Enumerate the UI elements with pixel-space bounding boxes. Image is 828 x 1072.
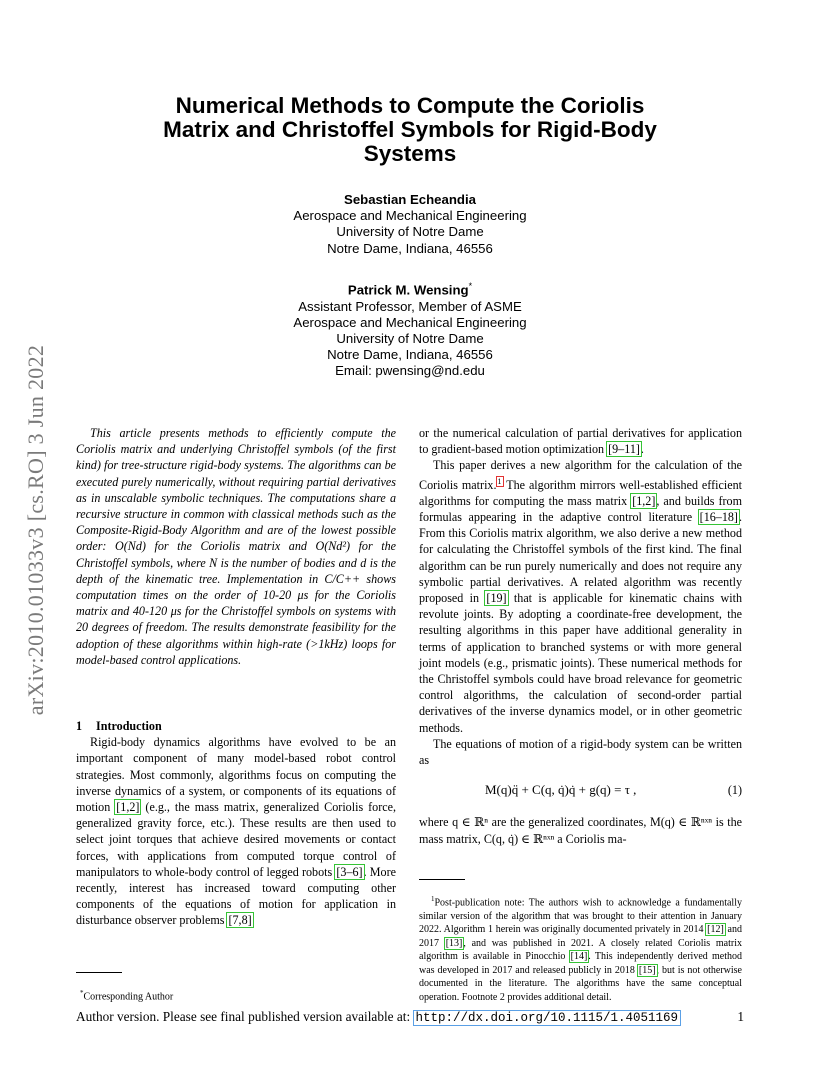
- corresponding-mark: *: [468, 281, 473, 291]
- page-number: 1: [737, 1009, 744, 1024]
- equation-1: [419, 780, 742, 802]
- paragraph: The equations of motion of a rigid-body system can be written as: [419, 736, 742, 768]
- title-line: Numerical Methods to Compute the Coriolis: [175, 93, 645, 118]
- footnote-1: $^1$Post-publication note: The authors wish to acknowledge a fundamentally similar version of the algorithm that was brought to their attention in January 2022. Algorithm 1 herein was originally documented privately in 2014 [12] and 2017 [13], and was published in 2021. A closely related Coriolis matrix algorithm is available in Pinocchio [14]. This independently derived method was developed in 2017 and released publicly in 2018 [15], but is not otherwise documented in the literature. The algorithms have the same conceptual operation. Footnote 2 provides additional detail.: [419, 895, 742, 1003]
- paper-title: [120, 94, 700, 166]
- citation-link[interactable]: [9–11]: [608, 442, 640, 457]
- math-inline: q ∈ ℝⁿ: [452, 815, 489, 830]
- citation-link[interactable]: [7,8]: [228, 913, 252, 928]
- footnote-corresponding: *Corresponding Author: [80, 989, 174, 1003]
- footer-text: Author version. Please see final published version available at:: [76, 1009, 414, 1024]
- citation-link[interactable]: [3–6]: [336, 864, 363, 879]
- author-block-1: [230, 192, 590, 257]
- author-affiliation: University of Notre Dame: [336, 331, 484, 346]
- title-line: Systems: [363, 141, 457, 166]
- math-inline: M(q) ∈ ℝⁿˣⁿ: [649, 815, 713, 830]
- section-number: 1: [76, 719, 83, 734]
- left-column: [76, 425, 396, 929]
- math-inline: O(Nd): [115, 539, 146, 554]
- paragraph: where q ∈ ℝⁿ are the generalized coordinates, M(q) ∈ ℝⁿˣⁿ is the mass matrix, C(q, q̇) ∈ ℝⁿˣⁿ a Coriolis ma-: [419, 815, 742, 846]
- abstract: This article presents methods to efficiently compute the Coriolis matrix and underlying Christoffel symbols (of the first kind) for tree-structure rigid-body systems. The algorithms can be executed purely numerically, without requiring partial derivatives as in unscalable symbolic techniques. The computations share a recursive structure in common with classical methods such as the Composite-Rigid-Body Algorithm and are of the lowest possible order: O(Nd) for the Coriolis matrix and O(Nd²) for the Christoffel symbols, where N is the number of bodies and d is the depth of the kinematic tree. Implementation in C/C++ shows computation times on the order of 10-20 μs for the Coriolis matrix and 40-120 μs for the Christoffel symbols on systems with 20 degrees of freedom. The results demonstrate feasibility for the adoption of these algorithms within high-rate (>1kHz) loops for model-based control applications.: [76, 426, 397, 667]
- author-affiliation: Notre Dame, Indiana, 46556: [327, 240, 493, 256]
- math-inline: O(Nd²): [315, 539, 351, 554]
- citation-link[interactable]: [14]: [570, 951, 588, 963]
- footnote-mark: *: [80, 989, 84, 997]
- title-line: Matrix and Christoffel Symbols for Rigid-Body: [163, 117, 657, 142]
- footnote-mark: 1: [431, 895, 435, 903]
- right-column: [419, 425, 742, 847]
- doi-link[interactable]: http://dx.doi.org/10.1115/1.4051169: [415, 1011, 679, 1025]
- arxiv-stamp: arXiv:2010.01033v3 [cs.RO] 3 Jun 2022: [23, 344, 48, 716]
- math-inline: d: [360, 555, 367, 570]
- intro-paragraph: Rigid-body dynamics algorithms have evolved to be an important component of many model-based robot control strategies. Most commonly, algorithms focus on computing the inverse dynamics of a system, or components of its equations of motion [1,2] (e.g., the mass matrix, generalized Coriolis force, generalized gravity force, etc.). These results are then used to select joint torques that achieve desired movements or contact forces, with applications from computed torque control of manipulators to whole-body control of legged robots [3–6]. More recently, interest has increased toward computing other components of the equations of motion for application in disturbance observer problems [7,8]: [76, 735, 396, 928]
- citation-link[interactable]: [13]: [445, 937, 463, 949]
- citation-link[interactable]: [1,2]: [116, 800, 140, 815]
- math-inline: N: [209, 555, 218, 570]
- citation-link[interactable]: [19]: [486, 591, 507, 606]
- section-heading: [76, 718, 396, 734]
- paragraph: or the numerical calculation of partial derivatives for application to gradient-based motion optimization [9–11].: [419, 426, 742, 457]
- equation-number: (1): [727, 783, 742, 798]
- author-name: Sebastian Echeandia: [344, 192, 476, 207]
- author-title: Assistant Professor, Member of ASME: [298, 298, 522, 314]
- math-inline: C(q, q̇) ∈ ℝⁿˣⁿ: [483, 831, 555, 846]
- section-title: Introduction: [96, 719, 162, 734]
- author-email: Email: pwensing@nd.edu: [335, 363, 485, 379]
- paragraph: This paper derives a new algorithm for the calculation of the Coriolis matrix.$^1$ The algorithm mirrors well-established efficient algorithms for computing the mass matrix [1,2], and builds from formulas appearing in the adaptive control literature [16–18]. From this Coriolis matrix algorithm, we also derive a new method for calculating the Christoffel symbols of the first kind. The final algorithm can be run purely numerically and does not require any symbolic partial derivatives. A related algorithm was recently proposed in [19] that is applicable for kinematic chains with revolute joints. By adopting a coordinate-free development, the resulting algorithms in this paper have additional generality in terms of application to branched systems or with more general joint models (e.g., prismatic joints). These numerical methods for the Christoffel symbols could have broad relevance for geometric control algorithms, the calculation of second-order partial derivatives of the inverse dynamics model, or in other geometric methods.: [419, 458, 742, 735]
- footnote-link[interactable]: 1: [497, 476, 502, 486]
- citation-link[interactable]: [12]: [707, 924, 724, 936]
- page-footer: [76, 1009, 744, 1026]
- author-name: Patrick M. Wensing: [347, 282, 469, 298]
- citation-link[interactable]: [1,2]: [632, 493, 656, 508]
- footnote-rule: [419, 879, 465, 880]
- author-affiliation: Notre Dame, Indiana, 46556: [327, 347, 493, 363]
- author-affiliation: University of Notre Dame: [336, 224, 484, 240]
- author-block-2: [230, 278, 590, 380]
- author-affiliation: Aerospace and Mechanical Engineering: [293, 314, 527, 330]
- citation-link[interactable]: [16–18]: [699, 510, 738, 525]
- author-affiliation: Aerospace and Mechanical Engineering: [293, 208, 527, 224]
- footnote-rule: [76, 972, 122, 973]
- equation-body: M(q)q̈ + C(q, q̇)q̇ + g(q) = τ ,: [485, 782, 637, 798]
- citation-link[interactable]: [15]: [638, 964, 656, 976]
